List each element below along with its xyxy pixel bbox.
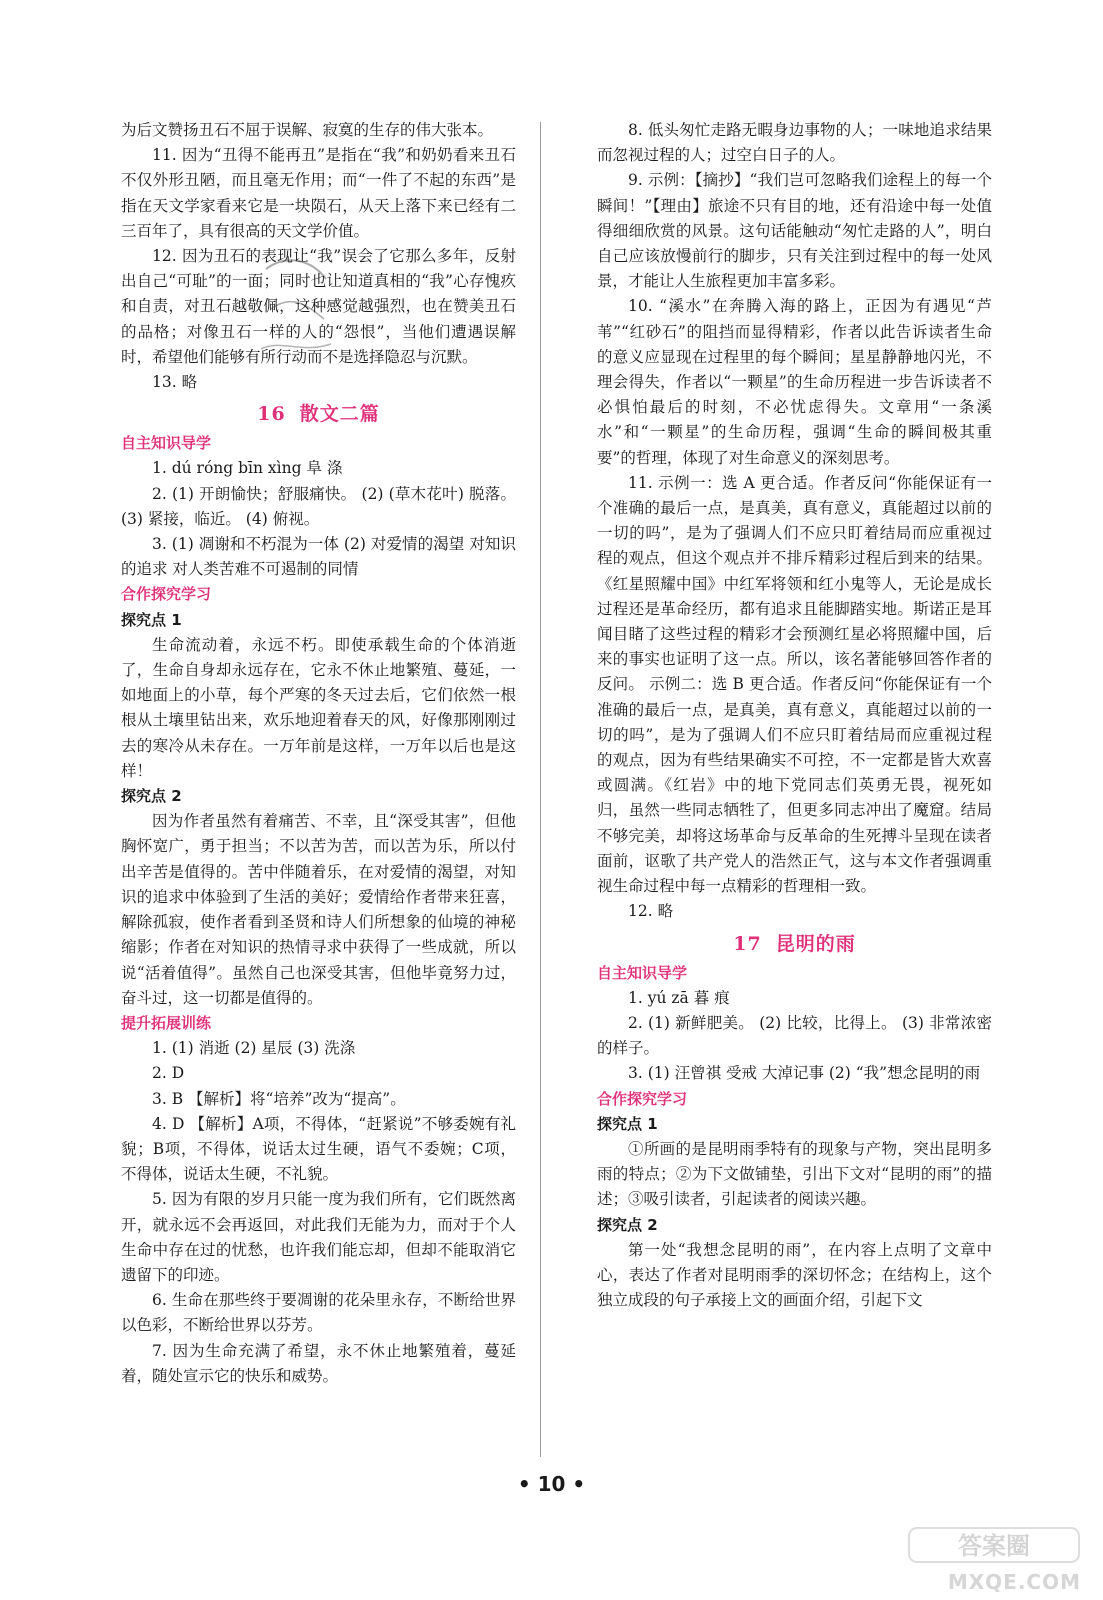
explore-point-1-body: 生命流动着，永远不朽。即使承载生命的个体消逝了，生命自身却永远存在，它永不休止地繁殖、蔓延，一如地面上的小草，每个严寒的冬天过去后，它们依然一根根从土壤里钻出来，欢乐地迎着春天的风，好像那刚刚过去的寒冷从未存在。一万年前是这样，一万年以后也是这样！ (121, 635, 516, 780)
answer-12: 12. 略 (628, 902, 674, 921)
lesson-17-title (597, 927, 992, 961)
answer-item: 2. (1) 新鲜肥美。 (2) 比较，比得上。 (3) 非常浓密的样子。 (597, 1013, 992, 1058)
right-column (597, 118, 992, 1313)
section-heading-zizhu: 自主知识导学 (597, 963, 688, 982)
page-number: • 10 • (517, 1472, 586, 1496)
answer-item: 7. 因为生命充满了希望，永不休止地繁殖着，蔓延着，随处宣示它的快乐和威势。 (121, 1341, 516, 1385)
left-column (121, 118, 516, 1389)
section-heading-tisheng: 提升拓展训练 (121, 1013, 212, 1032)
explore-point-2-heading: 探究点 2 (121, 787, 182, 806)
watermark-url: MXQE.COM (947, 1570, 1081, 1594)
explore-point-2-body: 第一处“我想念昆明的雨”，在内容上点明了文章中心，表达了作者对昆明雨季的深切怀念；在结构上，这个独立成段的句子承接上文的画面介绍，引起下文 (597, 1240, 992, 1310)
paragraph: 为后文赞扬丑石不屈于误解、寂寞的生存的伟大张本。 (121, 121, 494, 139)
answer-8: 8. 低头匆忙走路无暇身边事物的人；一味地追求结果而忽视过程的人；过空白日子的人。 (597, 121, 992, 165)
explore-point-1-heading: 探究点 1 (121, 610, 182, 629)
answer-item: 3. (1) 凋谢和不朽混为一体 (2) 对爱情的渴望 对知识的追求 对人类苦难不可遏制的同情 (121, 535, 516, 579)
section-heading-hezuo: 合作探究学习 (121, 585, 212, 604)
section-heading-zizhu: 自主知识导学 (121, 434, 212, 453)
answer-item: 2. (1) 开朗愉快；舒服痛快。 (2) (草木花叶) 脱落。 (3) 紧接，临近。 (4) 俯视。 (121, 484, 516, 528)
answer-item: 3. (1) 汪曾祺 受戒 大淖记事 (2) “我”想念昆明的雨 (628, 1064, 981, 1083)
lesson-number: 16 (257, 403, 286, 426)
answer-item: 2. D (152, 1064, 185, 1083)
explore-point-1-heading: 探究点 1 (597, 1114, 658, 1133)
answer-item: 1. yú zā 暮 痕 (628, 988, 730, 1007)
svg-text:答案圈: 答案圈 (958, 1532, 1030, 1560)
explore-point-2-heading: 探究点 2 (597, 1215, 658, 1234)
answer-11: 11. 示例一：选 A 更合适。作者反问“你能保证有一个准确的最后一点，是真美，真有意义，真能超过以前的一切的吗”，是为了强调人们不应只盯着结局而应重视过程的观点，但这个观点并不排斥精彩过程后到来的结果。《红星照耀中国》中红军将领和红小鬼等人，无论是成长过程还是革命经历，都有追求且能脚踏实地。斯诺正是耳闻目睹了这些过程的精彩才会预测红星必将照耀中国，后来的事实也证明了这一点。所以，该名著能够回答作者的反问。 示例二：选 B 更合适。作者反问“你能保证有一个准确的最后一点，是真美，真有意义，真能超过以前的一切的吗”，是为了强调人们不应只盯着结局而应重视过程的观点，因为有些结果确实不可控，不一定都是皆大欢喜或圆满。《红岩》中的地下党同志们英勇无畏，视死如归，虽然一些同志牺牲了，但更多同志冲出了魔窟。结局不够完美，却将这场革命与反革命的生死搏斗呈现在读者面前，讴歌了共产党人的浩然正气，这与本文作者强调重视生命过程中每一点精彩的哲理相一致。 (597, 473, 992, 896)
answer-item: 4. D 【解析】A项，不得体，“赶紧说”不够委婉有礼貌；B项，不得体，说话太过生硬，语气不委婉；C项，不得体，说话太生硬，不礼貌。 (121, 1114, 516, 1184)
explore-point-1-body: ①所画的是昆明雨季特有的现象与产物，突出昆明多雨的特点；②为下文做铺垫，引出下文对“昆明的雨”的描述；③吸引读者，引起读者的阅读兴趣。 (597, 1139, 992, 1209)
lesson-16-title (121, 397, 516, 431)
answer-item: 5. 因为有限的岁月只能一度为我们所有，它们既然离开，就永远不会再返回，对此我们无能为力，而对于个人生命中存在过的忧愁，也许我们能忘却，但却不能取消它遗留下的印迹。 (121, 1190, 516, 1284)
answer-item: 1. (1) 消逝 (2) 星辰 (3) 洗涤 (152, 1039, 356, 1058)
answer-item: 3. B 【解析】将“培养”改为“提高”。 (152, 1089, 406, 1108)
lesson-name: 昆明的雨 (775, 932, 856, 955)
answer-10: 10. “溪水”在奔腾入海的路上，正因为有遇见“芦苇”“红砂石”的阻挡而显得精彩，作者以此告诉读者生命的意义应显现在过程里的每个瞬间；星星静静地闪光，不理会得失，作者以“一颗星”的生命历程进一步告诉读者不必惧怕最后的时刻，不必忧虑得失。文章用“一条溪水”和“一颗星”的生命历程，强调“生命的瞬间极其重要”的哲理，体现了对生命意义的深刻思考。 (597, 297, 992, 467)
lesson-number: 17 (733, 932, 762, 955)
answer-12: 12. 因为丑石的表现让“我”误会了它那么多年，反射出自己“可耻”的一面；同时也让知道真相的“我”心存愧疚和自责，对丑石越敬佩，这种感觉越强烈，也在赞美丑石的品格；对像丑石一样的人的“怨恨”，当他们遭遇误解时，希望他们能够有所行动而不是选择隐忍与沉默。 (121, 247, 516, 366)
answer-9: 9. 示例：【摘抄】“我们岂可忽略我们途程上的每一个瞬间！”【理由】旅途不只有目的地，还有沿途中每一处值得细细欣赏的风景。这句话能触动“匆忙走路的人”，明白自己应该放慢前行的脚步，只有关注到过程中的每一处风景，才能让人生旅程更加丰富多彩。 (597, 171, 992, 291)
section-heading-hezuo: 合作探究学习 (597, 1089, 688, 1108)
answer-item: 6. 生命在那些终于要凋谢的花朵里永存，不断给世界以色彩，不断给世界以芬芳。 (121, 1291, 516, 1335)
answer-13: 13. 略 (152, 373, 198, 392)
answer-11: 11. 因为“丑得不能再丑”是指在“我”和奶奶看来丑石不仅外形丑陋，而且毫无作用；而“一件了不起的东西”是指在天文学家看来它是一块陨石，从天上落下来已经有二三百年了，具有很高的天文学价值。 (121, 146, 516, 240)
lesson-name: 散文二篇 (299, 403, 380, 426)
explore-point-2-body: 因为作者虽然有着痛苦、不幸，且“深受其害”，但他胸怀宽广，勇于担当；不以苦为苦，而以苦为乐，所以付出辛苦是值得的。苦中伴随着乐，在对爱情的渴望，对知识的追求中体验到了生活的美好；爱情给作者带来狂喜，解除孤寂，使作者看到圣贤和诗人们所想象的仙境的神秘缩影；作者在对知识的热情寻求中获得了一些成就，所以说“活着值得”。虽然自己也深受其害，但他毕竟努力过，奋斗过，这一切都是值得的。 (121, 812, 516, 1007)
column-divider (540, 122, 541, 1457)
answer-item: 1. dú róng bīn xìng 阜 涤 (152, 459, 343, 478)
